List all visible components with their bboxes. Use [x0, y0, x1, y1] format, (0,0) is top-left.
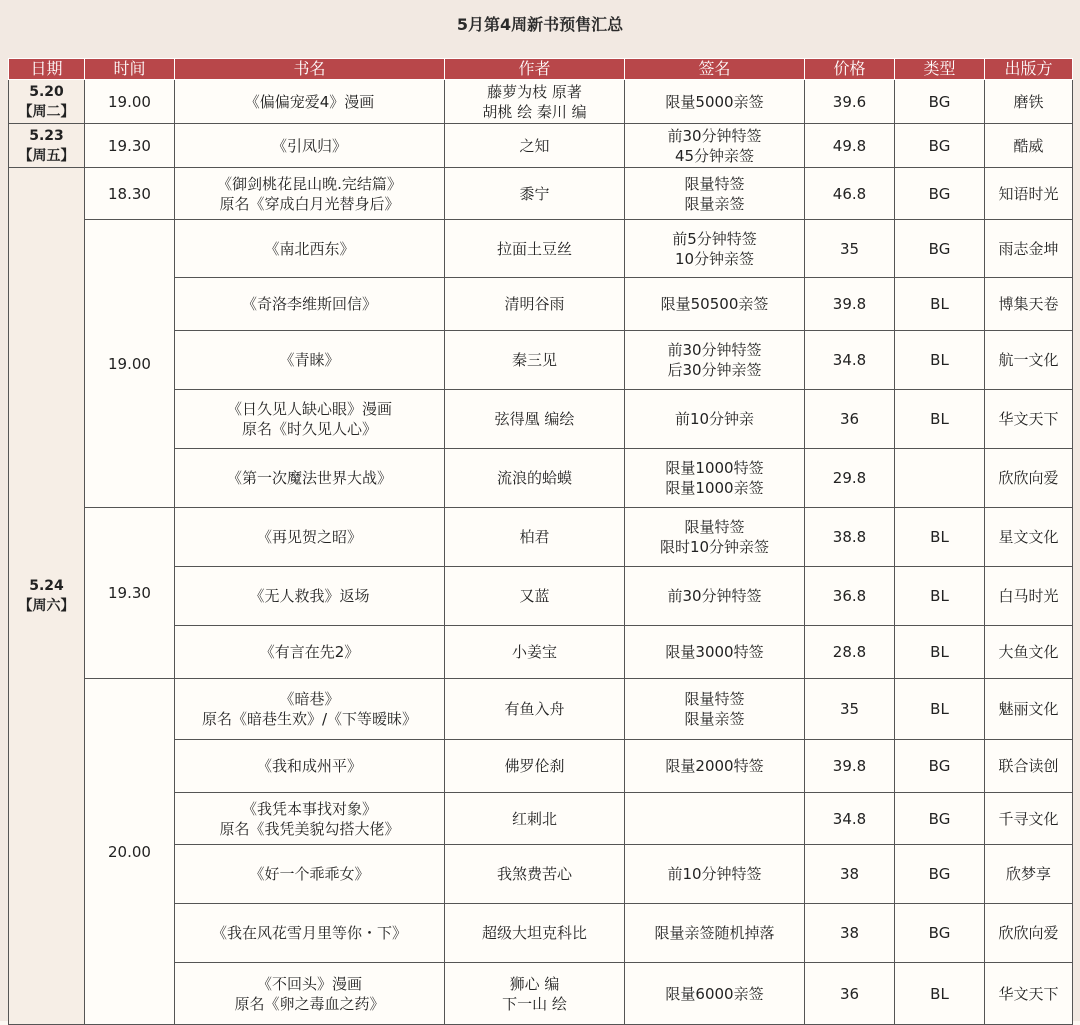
signature-cell-line: 限量3000特签 [665, 643, 764, 661]
header-row [9, 59, 1073, 80]
author-cell-line: 有鱼入舟 [504, 700, 565, 718]
author-cell-line: 黍宁 [519, 184, 550, 203]
author-cell-line: 弦得凰 编绘 [494, 410, 575, 428]
book-title-cell-line: 《南北西东》 [264, 239, 355, 258]
price-cell: 46.8 [805, 168, 895, 220]
table-row [9, 508, 1073, 567]
price-cell: 38 [805, 845, 895, 904]
type-cell: BL [895, 679, 985, 740]
price-cell: 38 [805, 904, 895, 963]
signature-cell-line: 前30分钟特签 [667, 341, 762, 359]
book-title-cell [175, 449, 445, 508]
signature-cell-line: 限量亲签随机掉落 [654, 924, 775, 942]
table-row [9, 168, 1073, 220]
header-type: 类型 [895, 59, 985, 80]
book-title-cell-line: 《暗巷》 [279, 690, 340, 708]
type-cell: BL [895, 278, 985, 331]
type-cell: BG [895, 740, 985, 793]
weekday-value: 【周五】 [18, 147, 75, 164]
date-cell [9, 168, 85, 1025]
book-title-cell-line: 《不回头》漫画 [256, 974, 362, 993]
author-cell-line: 超级大坦克科比 [481, 924, 587, 942]
book-title-cell-line: 原名《穿成白月光替身后》 [219, 194, 400, 213]
signature-cell-line: 前10分钟特签 [667, 865, 762, 883]
signature-cell [625, 124, 805, 168]
signature-cell [625, 567, 805, 626]
author-cell [445, 845, 625, 904]
signature-cell [625, 740, 805, 793]
author-cell-line: 秦三见 [511, 351, 557, 369]
publisher-cell: 华文天下 [985, 390, 1073, 449]
publisher-cell: 雨志金坤 [985, 220, 1073, 278]
book-title-cell-line: 《奇洛李维斯回信》 [241, 295, 377, 313]
signature-cell [625, 80, 805, 124]
author-cell-line: 藤萝为枝 原著 [487, 82, 582, 101]
author-cell-line: 我煞费苦心 [496, 865, 572, 883]
price-cell: 39.8 [805, 740, 895, 793]
author-cell-line: 清明谷雨 [504, 295, 565, 313]
signature-cell [625, 679, 805, 740]
price-cell: 49.8 [805, 124, 895, 168]
price-cell: 35 [805, 220, 895, 278]
table-row [9, 124, 1073, 168]
book-title-cell [175, 80, 445, 124]
price-cell: 36 [805, 390, 895, 449]
publisher-cell: 联合读创 [985, 740, 1073, 793]
author-cell [445, 904, 625, 963]
author-cell [445, 740, 625, 793]
type-cell: BL [895, 567, 985, 626]
header-time: 时间 [85, 59, 175, 80]
author-cell-line: 胡桃 绘 秦川 编 [482, 102, 587, 121]
time-cell: 19.00 [85, 220, 175, 508]
publisher-cell: 千寻文化 [985, 793, 1073, 845]
price-cell: 29.8 [805, 449, 895, 508]
time-cell: 20.00 [85, 679, 175, 1025]
type-cell: BG [895, 220, 985, 278]
book-title-cell [175, 679, 445, 740]
signature-cell-line: 限量6000亲签 [665, 984, 764, 1003]
date-value: 5.23 [29, 127, 64, 144]
price-cell: 34.8 [805, 793, 895, 845]
book-title-cell [175, 793, 445, 845]
publisher-cell: 欣梦享 [985, 845, 1073, 904]
price-cell: 39.8 [805, 278, 895, 331]
book-title-cell-line: 《御剑桃花昆山晚.完结篇》 [217, 174, 402, 193]
price-cell: 35 [805, 679, 895, 740]
type-cell: BL [895, 331, 985, 390]
signature-cell-line: 前5分钟特签 [672, 229, 757, 248]
author-cell-line: 之知 [519, 136, 550, 155]
type-cell: BL [895, 626, 985, 679]
book-title-cell-line: 原名《卵之毒血之药》 [234, 994, 385, 1013]
author-cell-line: 小姜宝 [511, 643, 557, 661]
signature-cell-line: 后30分钟亲签 [667, 361, 762, 379]
author-cell-line: 佛罗伦刹 [504, 757, 565, 775]
author-cell [445, 331, 625, 390]
publisher-cell: 知语时光 [985, 168, 1073, 220]
header-author: 作者 [445, 59, 625, 80]
signature-cell-line: 10分钟亲签 [674, 249, 755, 268]
book-title-cell [175, 124, 445, 168]
author-cell-line: 流浪的蛤蟆 [496, 469, 572, 487]
weekday-value: 【周二】 [18, 103, 75, 120]
price-cell: 36 [805, 963, 895, 1025]
book-title-cell-line: 《引凤归》 [271, 136, 347, 155]
table-body [9, 80, 1073, 1025]
book-title-cell [175, 963, 445, 1025]
time-cell: 19.30 [85, 508, 175, 679]
type-cell: BL [895, 508, 985, 567]
time-cell: 18.30 [85, 168, 175, 220]
author-cell [445, 508, 625, 567]
author-cell-line: 下一山 绘 [502, 994, 567, 1013]
signature-cell [625, 508, 805, 567]
type-cell: BG [895, 168, 985, 220]
publisher-cell: 博集天卷 [985, 278, 1073, 331]
signature-cell [625, 963, 805, 1025]
signature-cell-line: 限量特签 [684, 174, 745, 193]
author-cell-line: 柏君 [519, 528, 550, 546]
book-title-cell [175, 626, 445, 679]
book-title-cell-line: 《我凭本事找对象》 [241, 799, 377, 818]
date-value: 5.20 [29, 83, 64, 100]
author-cell [445, 80, 625, 124]
author-cell [445, 679, 625, 740]
book-title-cell-line: 《偏偏宠爱4》漫画 [244, 92, 375, 111]
type-cell: BG [895, 124, 985, 168]
author-cell [445, 168, 625, 220]
book-title-cell-line: 原名《时久见人心》 [241, 420, 377, 438]
type-cell: BG [895, 793, 985, 845]
book-title-cell-line: 原名《我凭美貌勾搭大佬》 [219, 819, 400, 838]
author-cell [445, 278, 625, 331]
book-title-cell [175, 390, 445, 449]
signature-cell-line: 45分钟亲签 [674, 146, 755, 165]
date-cell [9, 80, 85, 124]
author-cell [445, 963, 625, 1025]
date-value: 5.24 [29, 578, 64, 594]
signature-cell-line: 限量亲签 [684, 194, 745, 213]
author-cell [445, 793, 625, 845]
book-title-cell-line: 《我在风花雪月里等你・下》 [211, 924, 407, 942]
publisher-cell: 魅丽文化 [985, 679, 1073, 740]
author-cell-line: 又蓝 [519, 587, 550, 605]
book-title-cell-line: 《无人救我》返场 [249, 587, 370, 605]
signature-cell-line: 限量亲签 [684, 710, 745, 728]
book-title-cell-line: 《我和成州平》 [256, 757, 362, 775]
signature-cell-line: 限量2000特签 [665, 757, 764, 775]
signature-cell [625, 845, 805, 904]
signature-cell [625, 626, 805, 679]
signature-cell-line: 限量1000亲签 [665, 479, 764, 497]
author-cell-line: 红刺北 [511, 809, 557, 828]
signature-cell [625, 331, 805, 390]
page-title: 5月第4周新书预售汇总 [456, 15, 624, 34]
presale-table [8, 58, 1073, 1025]
publisher-cell: 大鱼文化 [985, 626, 1073, 679]
type-cell [895, 449, 985, 508]
author-cell [445, 449, 625, 508]
book-title-cell [175, 331, 445, 390]
publisher-cell: 华文天下 [985, 963, 1073, 1025]
publisher-cell: 欣欣向爱 [985, 449, 1073, 508]
price-cell: 34.8 [805, 331, 895, 390]
header-publisher: 出版方 [985, 59, 1073, 80]
publisher-cell: 磨铁 [985, 80, 1073, 124]
book-title-cell [175, 278, 445, 331]
book-title-cell-line: 《再见贺之昭》 [256, 528, 362, 546]
author-cell-line: 狮心 编 [509, 974, 560, 993]
publisher-cell: 航一文化 [985, 331, 1073, 390]
time-cell: 19.00 [85, 80, 175, 124]
price-cell: 28.8 [805, 626, 895, 679]
signature-cell [625, 168, 805, 220]
header-price: 价格 [805, 59, 895, 80]
author-cell [445, 220, 625, 278]
book-title-cell-line: 《日久见人缺心眼》漫画 [226, 400, 392, 418]
author-cell [445, 567, 625, 626]
table-row [9, 220, 1073, 278]
publisher-cell: 白马时光 [985, 567, 1073, 626]
signature-cell-line: 限量特签 [684, 518, 745, 536]
type-cell: BL [895, 963, 985, 1025]
book-title-cell [175, 904, 445, 963]
price-cell: 39.6 [805, 80, 895, 124]
signature-cell [625, 793, 805, 845]
book-title-cell [175, 845, 445, 904]
price-cell: 36.8 [805, 567, 895, 626]
publisher-cell: 星文文化 [985, 508, 1073, 567]
author-cell [445, 124, 625, 168]
signature-cell-line: 限量50500亲签 [660, 295, 769, 313]
type-cell: BG [895, 904, 985, 963]
author-cell-line: 拉面土豆丝 [496, 239, 572, 258]
book-title-cell-line: 《第一次魔法世界大战》 [226, 469, 392, 487]
signature-cell [625, 278, 805, 331]
header-signature: 签名 [625, 59, 805, 80]
book-title-cell-line: 原名《暗巷生欢》/《下等暧昧》 [201, 710, 418, 728]
author-cell [445, 626, 625, 679]
table-row [9, 679, 1073, 740]
price-cell: 38.8 [805, 508, 895, 567]
weekday-value: 【周六】 [18, 598, 75, 614]
signature-cell-line: 前30分钟特签 [667, 587, 762, 605]
book-title-cell [175, 508, 445, 567]
signature-cell-line: 限量5000亲签 [665, 92, 764, 111]
book-title-cell-line: 《好一个乖乖女》 [249, 865, 370, 883]
header-date: 日期 [9, 59, 85, 80]
book-title-cell-line: 《有言在先2》 [259, 643, 360, 661]
book-title-cell [175, 567, 445, 626]
type-cell: BG [895, 845, 985, 904]
signature-cell-line: 限时10分钟亲签 [659, 538, 770, 556]
signature-cell-line: 限量特签 [684, 690, 745, 708]
publisher-cell: 欣欣向爱 [985, 904, 1073, 963]
signature-cell-line: 限量1000特签 [665, 459, 764, 477]
type-cell: BG [895, 80, 985, 124]
book-title-cell [175, 740, 445, 793]
signature-cell [625, 220, 805, 278]
time-cell: 19.30 [85, 124, 175, 168]
book-title-cell-line: 《青睐》 [279, 351, 340, 369]
date-cell [9, 124, 85, 168]
signature-cell [625, 449, 805, 508]
signature-cell-line: 前10分钟亲 [674, 410, 755, 428]
publisher-cell: 酷威 [985, 124, 1073, 168]
signature-cell-line: 前30分钟特签 [667, 126, 762, 145]
book-title-cell [175, 168, 445, 220]
signature-cell [625, 904, 805, 963]
signature-cell [625, 390, 805, 449]
author-cell [445, 390, 625, 449]
table-row [9, 80, 1073, 124]
book-title-cell [175, 220, 445, 278]
header-title: 书名 [175, 59, 445, 80]
type-cell: BL [895, 390, 985, 449]
